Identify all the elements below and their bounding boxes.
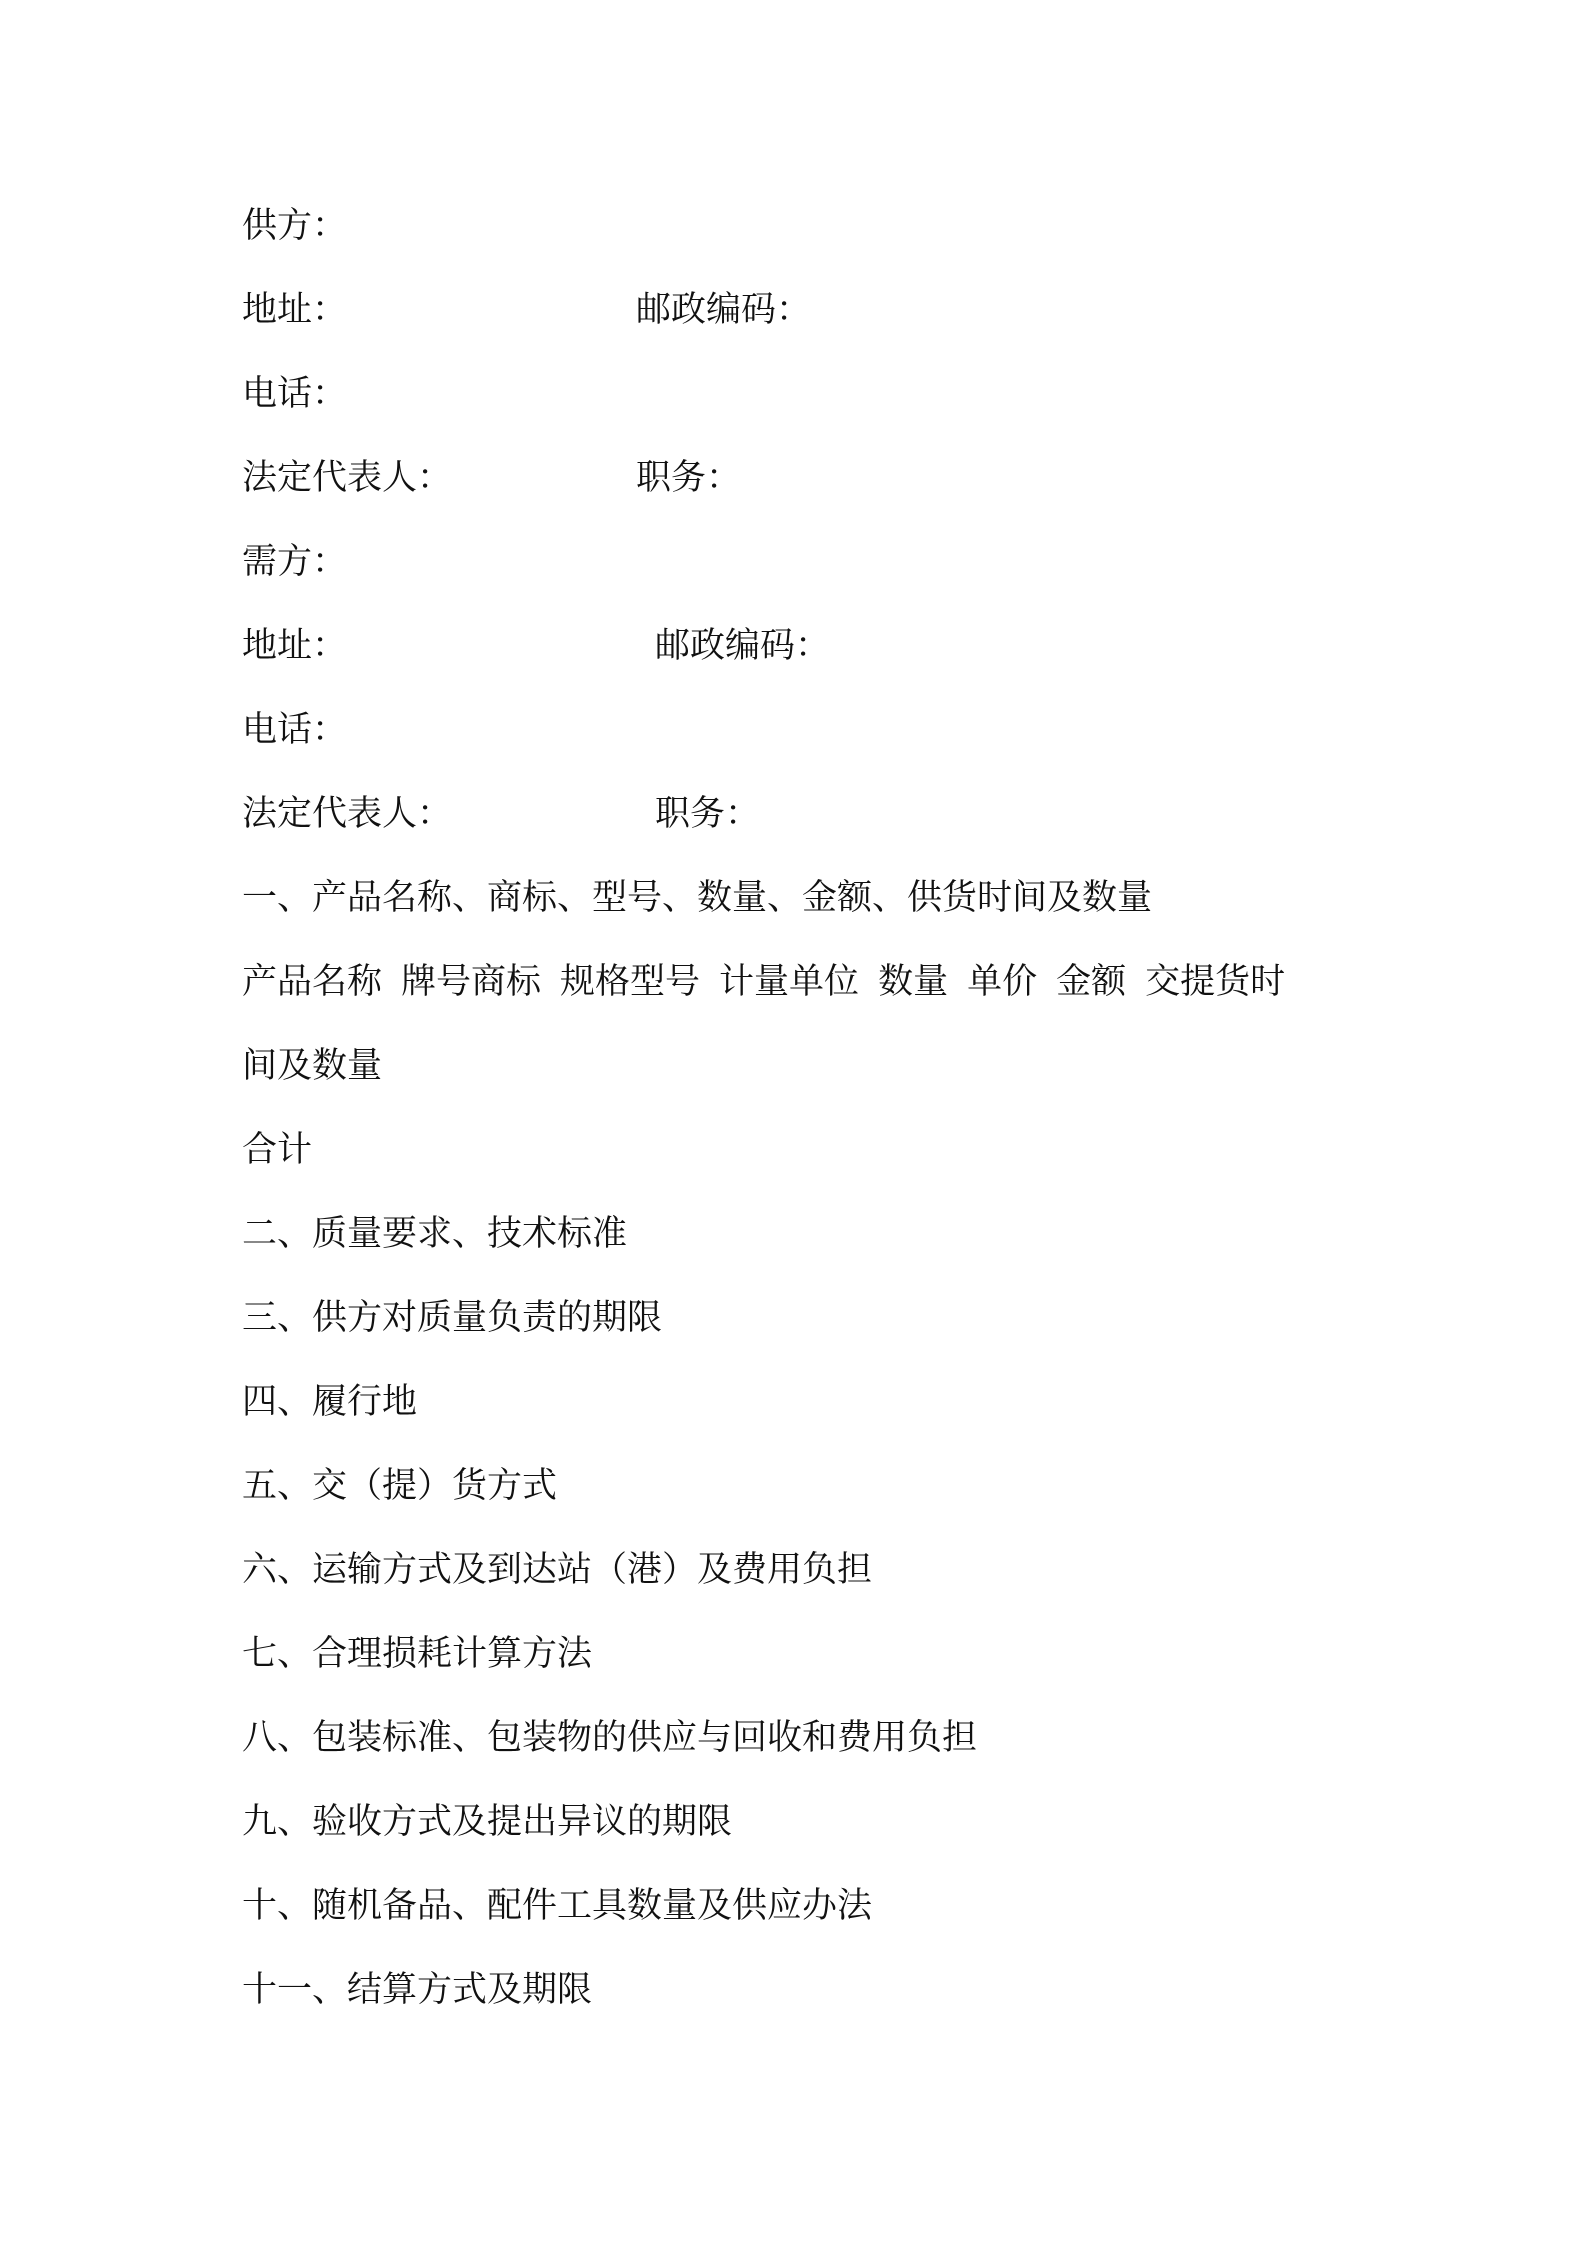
supplier-address-row (242, 288, 347, 332)
section-11-heading: 十一、结算方式及期限 (242, 1970, 593, 2010)
header-quantity: 数量 (878, 962, 949, 1002)
buyer-position-label: 职务： (655, 794, 761, 834)
header-amount: 金额 (1056, 962, 1127, 1002)
supplier-title: 供方： (242, 206, 348, 246)
section-2-heading: 二、质量要求、技术标准 (242, 1214, 628, 1254)
supplier-address-label: 地址： (242, 290, 348, 330)
supplier-position-label: 职务： (636, 458, 742, 498)
section-8-heading: 八、包装标准、包装物的供应与回收和费用负担 (242, 1718, 978, 1758)
buyer-postcode-label: 邮政编码： (655, 626, 831, 666)
buyer-legal-rep-label: 法定代表人： (242, 794, 453, 834)
supplier-postcode-label: 邮政编码： (636, 290, 812, 330)
buyer-phone-label: 电话： (242, 710, 348, 750)
section-5-heading: 五、交（提）货方式 (242, 1466, 558, 1506)
header-unit-price: 单价 (967, 962, 1038, 1002)
supplier-legal-rep-label: 法定代表人： (242, 458, 453, 498)
total-label: 合计 (242, 1130, 313, 1170)
header-product-name: 产品名称 (242, 962, 383, 1002)
buyer-address-label: 地址： (242, 626, 348, 666)
section-9-heading: 九、验收方式及提出异议的期限 (242, 1802, 733, 1842)
header-unit: 计量单位 (719, 962, 860, 1002)
buyer-title: 需方： (242, 542, 348, 582)
section-4-heading: 四、履行地 (242, 1382, 418, 1422)
section-6-heading: 六、运输方式及到达站（港）及费用负担 (242, 1550, 873, 1590)
product-table-header (242, 960, 1285, 1004)
section-1-heading: 一、产品名称、商标、型号、数量、金额、供货时间及数量 (242, 878, 1153, 918)
header-brand: 牌号商标 (401, 962, 542, 1002)
section-10-heading: 十、随机备品、配件工具数量及供应办法 (242, 1886, 873, 1926)
header-delivery-time: 交提货时 (1145, 962, 1286, 1002)
header-delivery-time-wrap: 间及数量 (242, 1046, 383, 1086)
supplier-phone-label: 电话： (242, 374, 348, 414)
section-3-heading: 三、供方对质量负责的期限 (242, 1298, 663, 1338)
section-7-heading: 七、合理损耗计算方法 (242, 1634, 593, 1674)
header-spec: 规格型号 (560, 962, 701, 1002)
